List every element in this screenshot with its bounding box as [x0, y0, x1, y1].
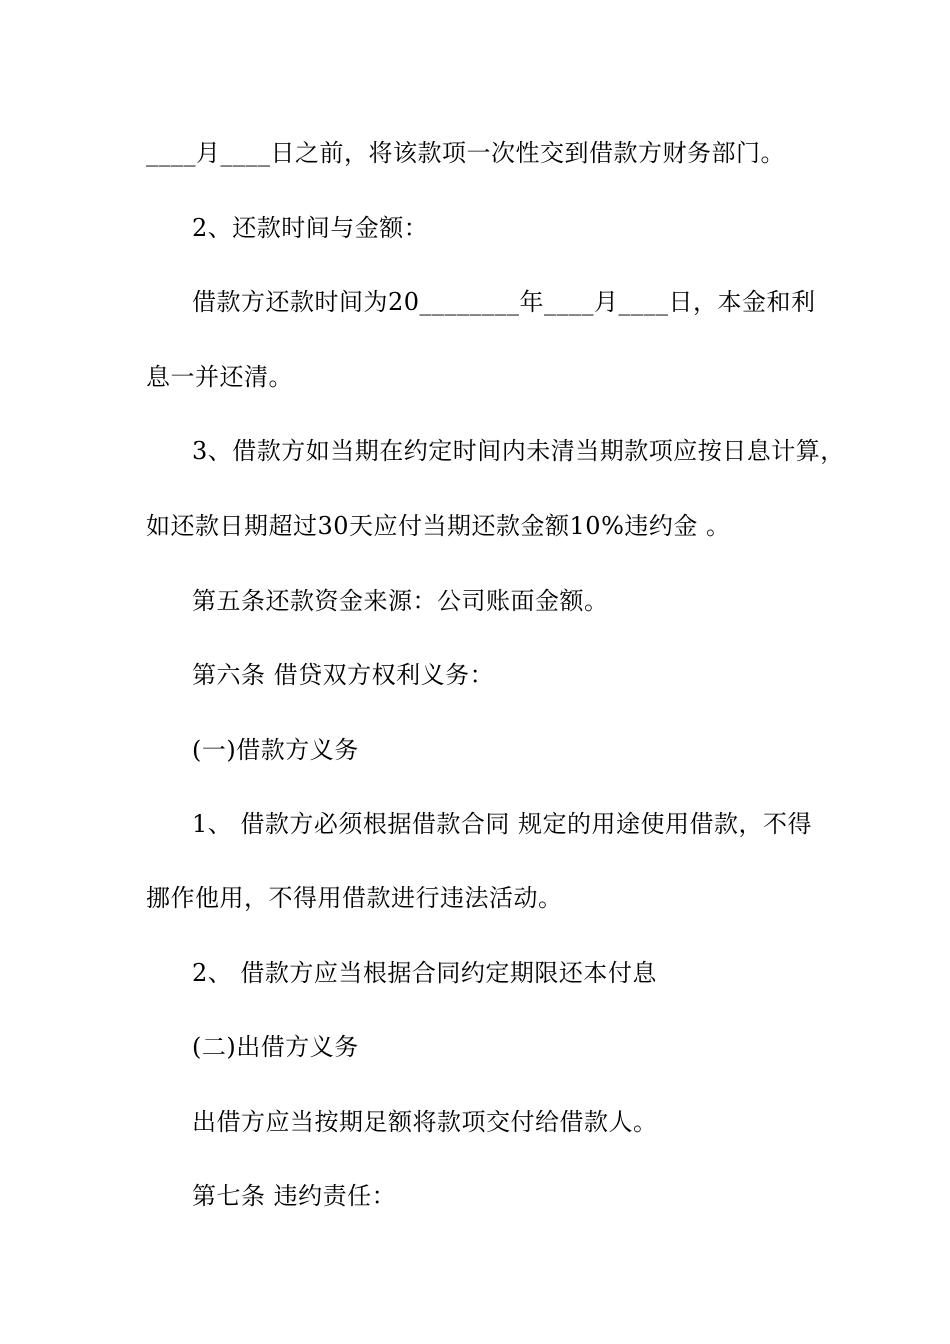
section-heading: (二)出借方义务	[192, 1033, 359, 1061]
article-heading: 第六条 借贷双方权利义务：	[192, 661, 495, 689]
text-line: 借款方还款时间为20________年____月____日，本金和利	[192, 288, 816, 316]
clause-heading: 2、还款时间与金额：	[192, 214, 429, 242]
article-heading: 第五条还款资金来源：公司账面金额。	[192, 587, 609, 615]
text-line: 挪作他用，不得用借款进行违法活动。	[146, 884, 563, 912]
text-line: 如还款日期超过30天应付当期还款金额10%违约金 。	[146, 512, 731, 540]
text-line: 息一并还清。	[146, 363, 293, 391]
text-line: 出借方应当按期足额将款项交付给借款人。	[192, 1108, 658, 1136]
text-line: ____月____日之前，将该款项一次性交到借款方财务部门。	[146, 139, 785, 167]
text-line: 3、借款方如当期在约定时间内未清当期款项应按日息计算，	[192, 437, 845, 465]
section-heading: (一)借款方义务	[192, 736, 359, 764]
article-heading: 第七条 违约责任：	[192, 1182, 397, 1210]
text-line: 2、 借款方应当根据合同约定期限还本付息	[192, 959, 657, 987]
text-line: 1、 借款方必须根据借款合同 规定的用途使用借款，不得	[192, 810, 813, 838]
